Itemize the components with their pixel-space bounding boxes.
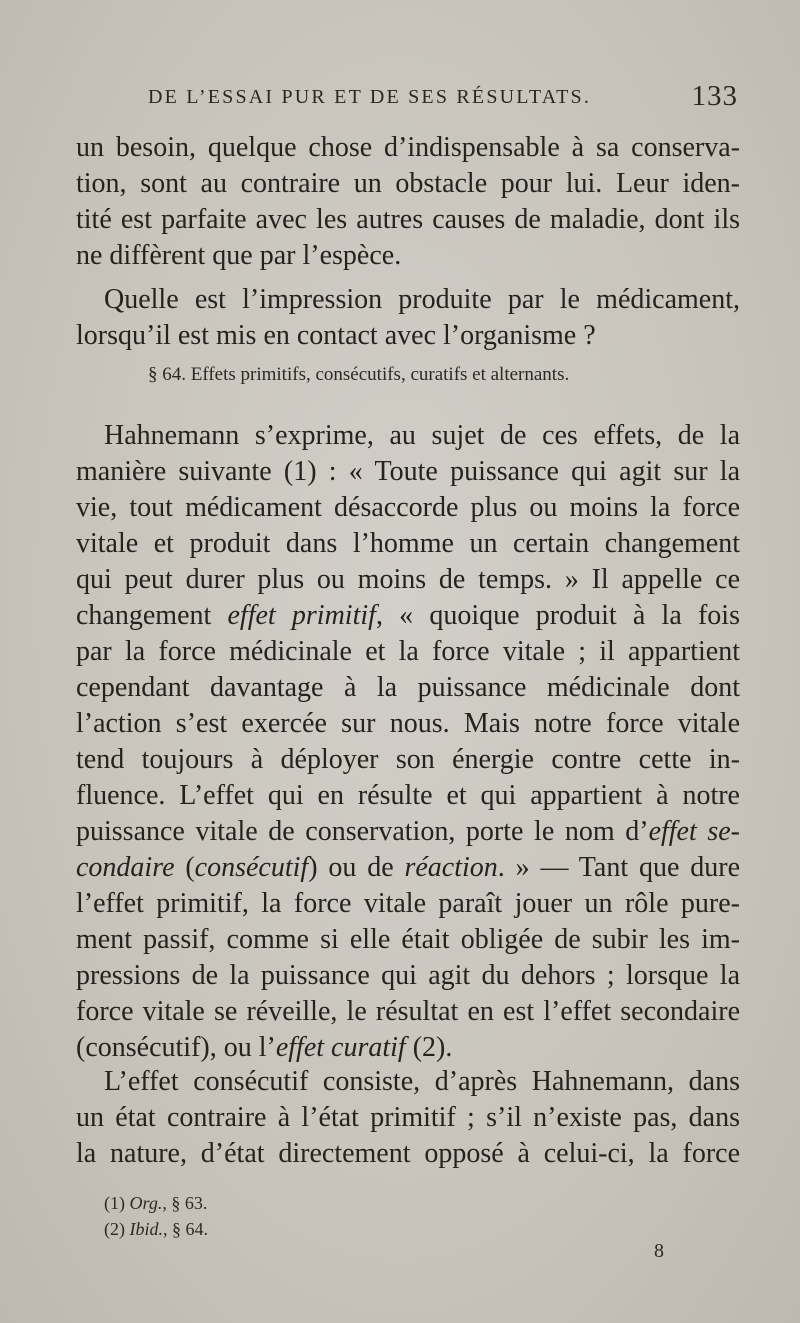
text-line [76,814,740,850]
text-line: manière suivante (1) : « Toute puissance qui agit sur la [76,456,740,487]
text-line: fluence. L’effet qui en résulte et qui appartient à notre [76,780,740,811]
paragraph-1 [76,130,740,274]
text-segment: ) ou de [308,852,405,883]
text-segment: (2). [405,1032,453,1063]
footnote-1 [104,1190,208,1216]
text-line: Hahnemann s’exprime, au sujet de ces effets, de la [104,420,740,451]
text-line: force vitale se réveille, le résultat en est l’effet secondaire [76,996,740,1027]
text-line: qui peut durer plus ou moins de temps. » Il appelle ce [76,564,740,595]
page-number: 133 [691,80,738,112]
text-line: tion, sont au contraire un obstacle pour lui. Leur iden- [76,168,740,199]
paragraph-4 [76,1064,740,1172]
page-header [148,80,738,114]
running-title: DE L’ESSAI PUR ET DE SES RÉSULTATS. [148,86,592,108]
text-line: vitale et produit dans l’homme un certain changement [76,528,740,559]
text-line: un besoin, quelque chose d’indispensable à sa conserva- [76,132,740,163]
signature-mark: 8 [654,1240,664,1262]
text-line: lorsqu’il est mis en contact avec l’organisme ? [76,320,596,351]
italic-term: réaction [404,852,498,883]
text-line: la nature, d’état directement opposé à celui-ci, la force [76,1138,740,1169]
text-line: ne diffèrent que par l’espèce. [76,240,402,271]
footnote-number: (1) [104,1193,130,1213]
footnote-number: (2) [104,1219,130,1239]
text-line: un état contraire à l’état primitif ; s’il n’existe pas, dans [76,1102,740,1133]
footnotes [104,1190,208,1242]
text-segment: ( [174,852,195,883]
paragraph-3 [76,418,740,1066]
text-line: l’action s’est exercée sur nous. Mais notre force vitale [76,708,740,739]
text-line: tend toujours à déployer son énergie contre cette in- [76,744,740,775]
text-line [76,598,740,634]
text-line: par la force médicinale et la force vitale ; il appartient [76,636,740,667]
text-line: ment passif, comme si elle était obligée de subir les im- [76,924,740,955]
text-segment: changement [76,600,228,631]
footnote-text: , § 63. [162,1193,208,1213]
footnote-text: , § 64. [163,1219,208,1239]
footnote-reference: Ibid. [129,1219,163,1239]
footnote-2 [104,1216,208,1242]
text-line: vie, tout médicament désaccorde plus ou moins la force [76,492,740,523]
text-segment: (consécutif), ou l’ [76,1032,276,1063]
italic-term: condaire [76,852,175,883]
text-line: L’effet consécutif consiste, d’après Hahnemann, dans [104,1066,740,1097]
text-line: pressions de la puissance qui agit du dehors ; lorsque la [76,960,740,991]
section-heading: § 64. Effets primitifs, consécutifs, curatifs et alternants. [148,364,570,385]
italic-term: effet primitif [227,600,376,631]
text-segment: , « quoique produit à la fois [375,600,740,631]
text-segment: . » — Tant que dure [497,852,740,883]
text-line: Quelle est l’impression produite par le médicament, [104,284,740,315]
italic-term: effet curatif [275,1032,406,1063]
italic-term: effet se- [648,816,740,847]
text-line [76,850,740,886]
text-segment: puissance vitale de conservation, porte le nom d’ [76,816,649,847]
footnote-reference: Org. [129,1193,163,1213]
text-line [76,1030,740,1066]
text-line: cependant davantage à la puissance médicinale dont [76,672,740,703]
text-line: tité est parfaite avec les autres causes de maladie, dont ils [76,204,740,235]
paragraph-2 [76,282,740,354]
text-line: l’effet primitif, la force vitale paraît jouer un rôle pure- [76,888,740,919]
italic-term: consécutif [194,852,309,883]
